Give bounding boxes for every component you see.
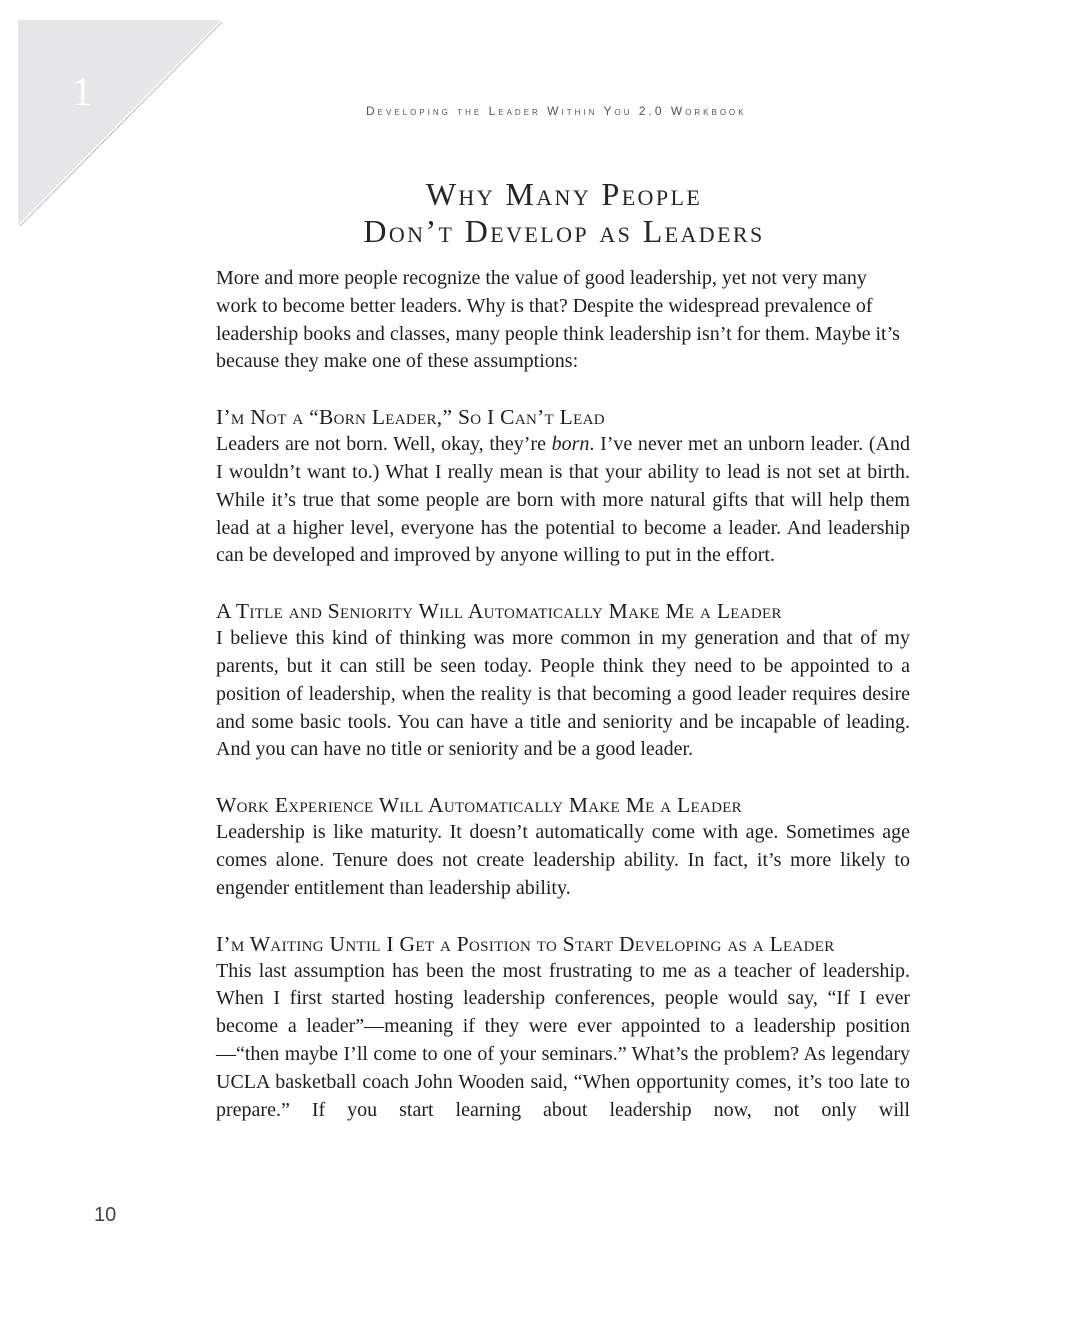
section-heading-waiting-for-position: I’m Waiting Until I Get a Position to Start Developing as a Leader xyxy=(216,931,835,956)
section-heading-title-seniority: A Title and Seniority Will Automatically Make Me a Leader xyxy=(216,599,782,624)
page-title xyxy=(216,176,912,250)
body-text xyxy=(216,265,910,1124)
section-body-text: Leaders are not born. Well, okay, they’re xyxy=(216,433,552,456)
chapter-corner-tab xyxy=(0,0,240,240)
emphasis-text: born xyxy=(551,433,590,456)
page-title-line-2: Don’t Develop as Leaders xyxy=(363,213,765,249)
chapter-number: 1 xyxy=(72,69,93,114)
section-body-born-leader xyxy=(216,431,910,570)
section-heading-born-leader: I’m Not a “Born Leader,” So I Can’t Lead xyxy=(216,405,605,430)
running-head: Developing the Leader Within You 2.0 Workbook xyxy=(366,104,747,118)
intro-paragraph: More and more people recognize the value of good leadership, yet not very many work to become better leaders. Why is that? Despite the widespread prevalence of leadership books and classes, many people think leadership isn’t for them. Maybe it’s because they make one of these assumptions: xyxy=(216,267,900,373)
section-body-work-experience: Leadership is like maturity. It doesn’t automatically come with age. Sometimes age comes alone. Tenure does not create leadership ability. In fact, it’s more likely to engender entitlement than leadership ability. xyxy=(216,821,910,899)
page-title-line-1: Why Many People xyxy=(425,176,703,212)
page-number: 10 xyxy=(94,1204,117,1226)
section-body-waiting-for-position: This last assumption has been the most frustrating to me as a teacher of leadership. When I first started hosting leadership conferences, people would say, “If I ever become a leader”—meaning if they were ever appointed to a leadership position—“then maybe I’ll come to one of your seminars.” What’s the problem? As legendary UCLA basketball coach John Wooden said, “When opportunity comes, it’s too late to prepare.” If you start learning about leadership now, not only will xyxy=(216,959,910,1121)
section-body-title-seniority: I believe this kind of thinking was more common in my generation and that of my parents, but it can still be seen today. People think they need to be appointed to a position of leadership, when the reality is that becoming a good leader requires desire and some basic tools. You can have a title and seniority and be incapable of leading. And you can have no title or seniority and be a good leader. xyxy=(216,627,910,761)
section-body-text: . I’ve never met an unborn leader. (And I wouldn’t want to.) What I really mean is that your ability to lead is not set at birth. While it’s true that some people are born with more natural gifts that will help them lead at a higher level, everyone has the potential to become a leader. And leadership can be developed and improved by anyone willing to put in the effort. xyxy=(216,433,910,567)
section-heading-work-experience: Work Experience Will Automatically Make Me a Leader xyxy=(216,793,742,818)
